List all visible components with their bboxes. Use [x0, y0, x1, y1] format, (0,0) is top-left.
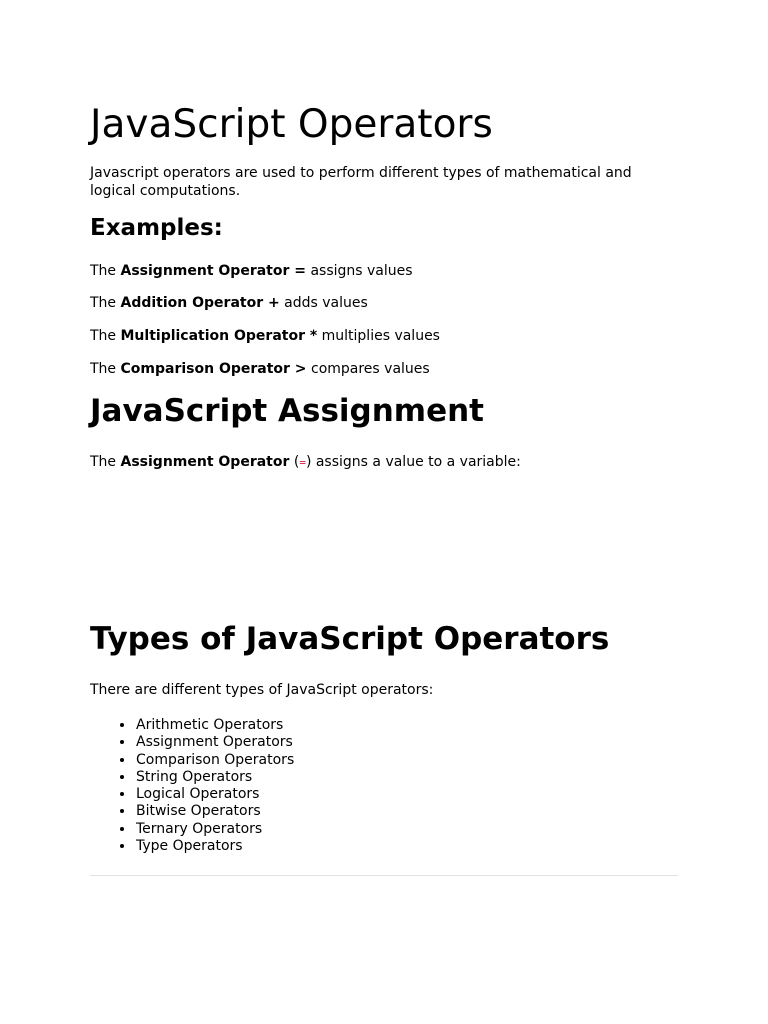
assignment-heading: JavaScript Assignment: [90, 393, 484, 429]
list-item: • String Operators: [135, 769, 294, 786]
divider: [90, 875, 678, 876]
assignment-prefix: The: [90, 454, 121, 470]
example-assignment: [90, 262, 413, 280]
example-operator: Comparison Operator >: [120, 361, 307, 377]
example-operator: Multiplication Operator *: [120, 328, 318, 344]
types-intro: There are different types of JavaScript operators:: [90, 682, 434, 698]
list-item: • Logical Operators: [135, 786, 294, 803]
types-heading: Types of JavaScript Operators: [90, 621, 610, 657]
assignment-description: [90, 453, 521, 472]
example-addition: [90, 294, 368, 312]
list-item: • Ternary Operators: [135, 821, 294, 838]
list-item: • Assignment Operators: [135, 734, 294, 751]
list-item: • Arithmetic Operators: [135, 717, 294, 734]
open-paren: (: [289, 454, 300, 470]
example-suffix: assigns values: [306, 263, 413, 279]
list-item: • Type Operators: [135, 838, 294, 855]
example-prefix: The: [90, 361, 121, 377]
example-prefix: The: [90, 328, 121, 344]
example-prefix: The: [90, 263, 121, 279]
operator-types-list: [90, 717, 294, 855]
example-suffix: multiplies values: [317, 328, 440, 344]
list-item: • Comparison Operators: [135, 752, 294, 769]
intro-paragraph: Javascript operators are used to perform different types of mathematical and logical computations.: [90, 165, 632, 199]
page-title: JavaScript Operators: [90, 102, 493, 147]
assignment-suffix: ) assigns a value to a variable:: [305, 454, 521, 470]
example-suffix: adds values: [279, 295, 368, 311]
example-suffix: compares values: [306, 361, 430, 377]
example-multiplication: [90, 327, 440, 345]
example-operator: Assignment Operator =: [120, 263, 306, 279]
list-item: • Bitwise Operators: [135, 803, 294, 820]
example-prefix: The: [90, 295, 121, 311]
example-comparison: [90, 360, 430, 378]
examples-heading: Examples:: [90, 215, 223, 241]
assignment-code: =: [299, 456, 306, 469]
example-operator: Addition Operator +: [120, 295, 280, 311]
assignment-operator-name: Assignment Operator: [120, 454, 290, 470]
